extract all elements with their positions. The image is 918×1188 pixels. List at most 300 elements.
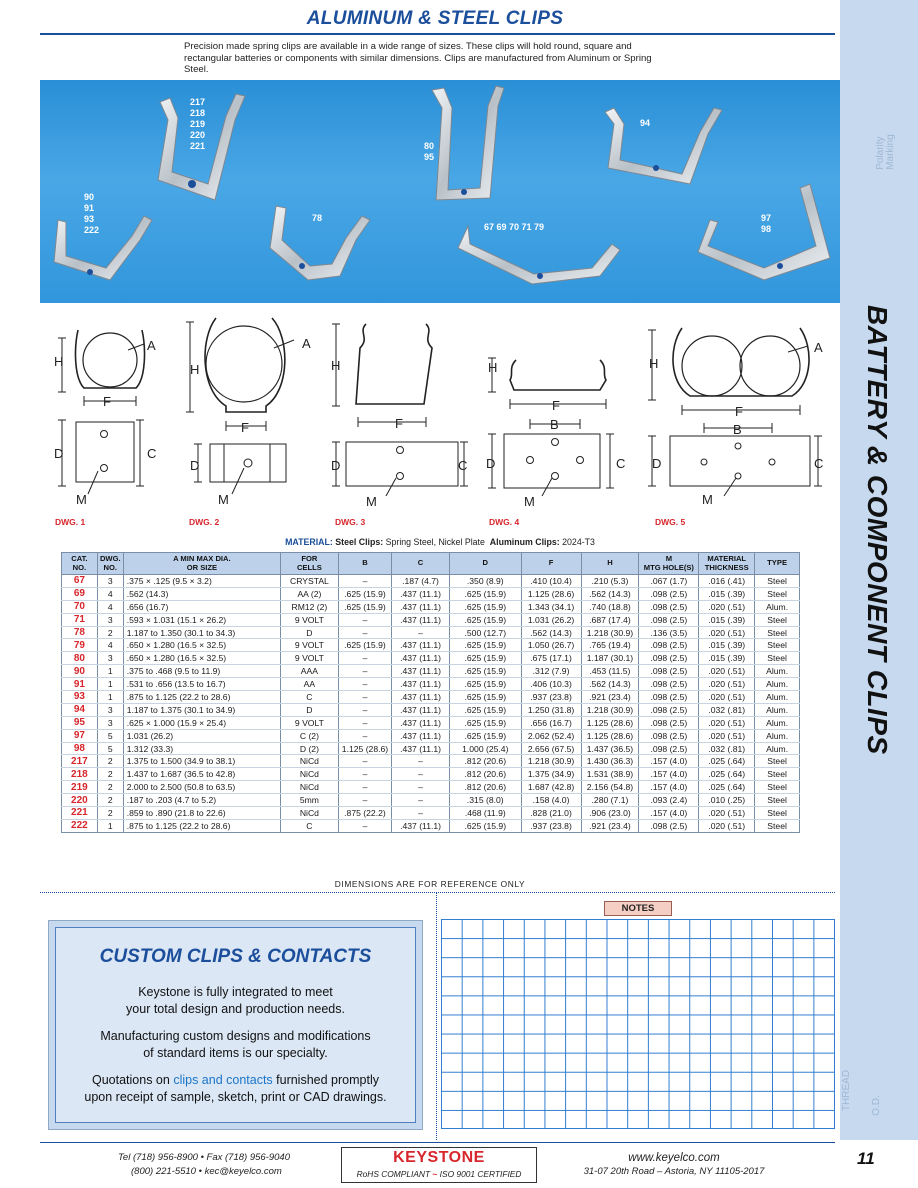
cell-c: .437 (11.1)	[392, 729, 450, 742]
cell-type: Alum.	[755, 703, 800, 716]
cell-dwg: 2	[97, 794, 123, 807]
title-divider	[40, 33, 835, 35]
photo-label-78: 78	[312, 213, 323, 223]
cell-thick: .016 (.41)	[699, 575, 755, 588]
cell-cat: 217	[62, 755, 98, 768]
cell-a: 1.187 to 1.350 (30.1 to 34.3)	[123, 626, 280, 639]
cell-m: .157 (4.0)	[639, 781, 699, 794]
cell-d: .315 (8.0)	[449, 794, 521, 807]
cell-dwg: 5	[97, 742, 123, 755]
sidebar-title	[845, 305, 905, 895]
cell-a: .650 × 1.280 (16.5 × 32.5)	[123, 652, 280, 665]
cell-d: .625 (15.9)	[449, 691, 521, 704]
cell-a: .650 × 1.280 (16.5 × 32.5)	[123, 639, 280, 652]
cell-thick: .020 (.51)	[699, 600, 755, 613]
custom-clips-title: CUSTOM CLIPS & CONTACTS	[99, 946, 372, 967]
cell-c: .437 (11.1)	[392, 819, 450, 832]
cell-thick: .020 (.51)	[699, 678, 755, 691]
col-dwg: DWG. NO.	[97, 553, 123, 575]
cell-h: 1.125 (28.6)	[581, 729, 639, 742]
cell-c: .437 (11.1)	[392, 703, 450, 716]
cell-thick: .010 (.25)	[699, 794, 755, 807]
material-line	[40, 537, 840, 547]
cell-dwg: 3	[97, 716, 123, 729]
dwg5-label-b: B	[733, 422, 742, 437]
cell-h: .740 (18.8)	[581, 600, 639, 613]
cell-b: –	[338, 652, 391, 665]
cell-c: .437 (11.1)	[392, 691, 450, 704]
cell-d: .625 (15.9)	[449, 716, 521, 729]
cell-cells: C	[281, 691, 339, 704]
cell-type: Steel	[755, 768, 800, 781]
custom-p3	[56, 1072, 415, 1106]
cell-d: .625 (15.9)	[449, 652, 521, 665]
col-d: D	[449, 553, 521, 575]
cell-cells: C (2)	[281, 729, 339, 742]
dwg5-label-a: A	[814, 340, 823, 355]
footer-email[interactable]: (800) 221-5510 • kec@keyelco.com	[131, 1166, 282, 1177]
cell-f: .158 (4.0)	[521, 794, 581, 807]
cell-dwg: 1	[97, 678, 123, 691]
cell-f: 1.250 (31.8)	[521, 703, 581, 716]
cell-a: .875 to 1.125 (22.2 to 28.6)	[123, 691, 280, 704]
dwg5-label-h: H	[649, 356, 659, 371]
cell-b: –	[338, 575, 391, 588]
cell-b: –	[338, 626, 391, 639]
cell-cells: D	[281, 626, 339, 639]
spec-table	[61, 552, 800, 833]
sidebar-deco-polarity: Polarity Marking	[874, 134, 896, 170]
cell-dwg: 2	[97, 781, 123, 794]
cell-m: .098 (2.5)	[639, 678, 699, 691]
cell-b: –	[338, 678, 391, 691]
cell-type: Alum.	[755, 678, 800, 691]
footer-website[interactable]: www.keyelco.com	[628, 1152, 720, 1164]
cell-c: –	[392, 626, 450, 639]
custom-p1-line1: Keystone is fully integrated to meet	[138, 985, 333, 999]
sidebar-deco-od: O.D.	[870, 1095, 882, 1116]
cell-dwg: 2	[97, 755, 123, 768]
dwg-caption-4: DWG. 4	[489, 517, 520, 527]
sidebar-title-text: BATTERY & COMPONENT CLIPS	[862, 305, 893, 755]
cell-b: –	[338, 729, 391, 742]
drawing-2	[186, 318, 294, 494]
cell-cells: CRYSTAL	[281, 575, 339, 588]
dwg1-label-m: M	[76, 492, 87, 507]
table-row	[62, 678, 800, 691]
product-photo	[40, 80, 840, 303]
table-row	[62, 755, 800, 768]
table-row	[62, 575, 800, 588]
col-cat: CAT. NO.	[62, 553, 98, 575]
dwg5-label-f: F	[735, 404, 743, 419]
cell-f: .562 (14.3)	[521, 626, 581, 639]
cell-d: .625 (15.9)	[449, 613, 521, 626]
cell-cells: NiCd	[281, 781, 339, 794]
dwg3-label-h: H	[331, 358, 341, 373]
cell-a: 1.312 (33.3)	[123, 742, 280, 755]
cell-cells: 9 VOLT	[281, 639, 339, 652]
cell-cat: 67	[62, 575, 98, 588]
table-row	[62, 626, 800, 639]
technical-drawings	[40, 308, 840, 530]
dwg2-label-d: D	[190, 458, 200, 473]
cell-f: .656 (16.7)	[521, 716, 581, 729]
dwg4-label-c: C	[616, 456, 626, 471]
cell-dwg: 2	[97, 807, 123, 820]
cell-cells: NiCd	[281, 768, 339, 781]
cell-a: .859 to .890 (21.8 to 22.6)	[123, 807, 280, 820]
cell-thick: .015 (.39)	[699, 613, 755, 626]
dwg2-label-h: H	[190, 362, 200, 377]
photo-label-67: 67 69 70 71 79	[484, 222, 545, 232]
dwg5-label-m: M	[702, 492, 713, 507]
cell-cat: 71	[62, 613, 98, 626]
cell-b: –	[338, 691, 391, 704]
cell-h: 1.437 (36.5)	[581, 742, 639, 755]
cell-b: .875 (22.2)	[338, 807, 391, 820]
cell-cells: 9 VOLT	[281, 652, 339, 665]
custom-p3-line2: upon receipt of sample, sketch, print or CAD drawings.	[84, 1090, 387, 1104]
cell-d: .625 (15.9)	[449, 587, 521, 600]
cell-cells: 9 VOLT	[281, 613, 339, 626]
cell-d: .500 (12.7)	[449, 626, 521, 639]
cell-h: .687 (17.4)	[581, 613, 639, 626]
cell-a: 1.187 to 1.375 (30.1 to 34.9)	[123, 703, 280, 716]
table-row	[62, 729, 800, 742]
cell-c: .187 (4.7)	[392, 575, 450, 588]
cell-d: .625 (15.9)	[449, 678, 521, 691]
cell-a: .875 to 1.125 (22.2 to 28.6)	[123, 819, 280, 832]
cell-dwg: 4	[97, 587, 123, 600]
cell-type: Steel	[755, 652, 800, 665]
cell-a: 1.437 to 1.687 (36.5 to 42.8)	[123, 768, 280, 781]
cell-cells: D	[281, 703, 339, 716]
dwg1-label-h: H	[54, 354, 64, 369]
cell-a: .375 to .468 (9.5 to 11.9)	[123, 665, 280, 678]
cell-m: .157 (4.0)	[639, 768, 699, 781]
cell-a: 1.375 to 1.500 (34.9 to 38.1)	[123, 755, 280, 768]
table-row	[62, 819, 800, 832]
custom-clips-panel	[55, 927, 416, 1123]
cell-c: .437 (11.1)	[392, 652, 450, 665]
footer-tel: Tel (718) 956-8900 • Fax (718) 956-9040	[118, 1152, 290, 1163]
cell-b: –	[338, 755, 391, 768]
cell-cat: 97	[62, 729, 98, 742]
cell-a: .593 × 1.031 (15.1 × 26.2)	[123, 613, 280, 626]
cell-b: .625 (15.9)	[338, 587, 391, 600]
section-divider	[40, 892, 835, 893]
dwg1-label-a: A	[147, 338, 156, 353]
custom-p3-post: furnished promptly	[272, 1073, 379, 1087]
alum-label: Aluminum Clips:	[489, 537, 560, 547]
cell-type: Alum.	[755, 665, 800, 678]
cell-f: 1.218 (30.9)	[521, 755, 581, 768]
cell-f: .406 (10.3)	[521, 678, 581, 691]
cell-type: Alum.	[755, 729, 800, 742]
cell-dwg: 4	[97, 600, 123, 613]
cell-type: Steel	[755, 781, 800, 794]
cell-cells: C	[281, 819, 339, 832]
cell-m: .098 (2.5)	[639, 665, 699, 678]
photo-label-97: 97 98	[761, 213, 772, 234]
cell-b: .625 (15.9)	[338, 639, 391, 652]
cell-h: 2.156 (54.8)	[581, 781, 639, 794]
cell-thick: .020 (.51)	[699, 665, 755, 678]
cell-f: 1.031 (26.2)	[521, 613, 581, 626]
notes-grid	[441, 919, 835, 1129]
col-type: TYPE	[755, 553, 800, 575]
table-row	[62, 807, 800, 820]
clip-photos	[40, 80, 840, 303]
cell-type: Steel	[755, 587, 800, 600]
table-row	[62, 742, 800, 755]
dwg3-label-c: C	[458, 458, 468, 473]
iso-text: ISO 9001 CERTIFIED	[439, 1169, 522, 1179]
cell-m: .098 (2.5)	[639, 716, 699, 729]
cell-h: .765 (19.4)	[581, 639, 639, 652]
cell-f: .937 (23.8)	[521, 691, 581, 704]
cell-c: –	[392, 768, 450, 781]
cell-c: .437 (11.1)	[392, 678, 450, 691]
cell-cells: 9 VOLT	[281, 716, 339, 729]
dwg-caption-3: DWG. 3	[335, 517, 366, 527]
col-m: M MTG HOLE(S)	[639, 553, 699, 575]
cell-cat: 98	[62, 742, 98, 755]
dwg4-label-h: H	[488, 360, 498, 375]
cell-cat: 90	[62, 665, 98, 678]
table-row	[62, 691, 800, 704]
cell-type: Steel	[755, 755, 800, 768]
cell-d: .350 (8.9)	[449, 575, 521, 588]
cell-a: .375 × .125 (9.5 × 3.2)	[123, 575, 280, 588]
cell-thick: .025 (.64)	[699, 781, 755, 794]
cell-h: 1.187 (30.1)	[581, 652, 639, 665]
cell-h: 1.218 (30.9)	[581, 703, 639, 716]
cell-h: 1.218 (30.9)	[581, 626, 639, 639]
cell-type: Steel	[755, 626, 800, 639]
cell-m: .136 (3.5)	[639, 626, 699, 639]
dwg2-label-m: M	[218, 492, 229, 507]
cell-m: .098 (2.5)	[639, 703, 699, 716]
cell-cells: 5mm	[281, 794, 339, 807]
cell-thick: .015 (.39)	[699, 639, 755, 652]
dwg4-label-m: M	[524, 494, 535, 509]
col-thick: MATERIAL THICKNESS	[699, 553, 755, 575]
cell-thick: .015 (.39)	[699, 587, 755, 600]
clip-photo-90	[54, 216, 152, 280]
cell-d: .812 (20.6)	[449, 768, 521, 781]
column-divider	[436, 893, 437, 1140]
cell-c: –	[392, 755, 450, 768]
footer-address: 31-07 20th Road – Astoria, NY 11105-2017	[583, 1166, 765, 1177]
table-row	[62, 703, 800, 716]
cell-d: .812 (20.6)	[449, 755, 521, 768]
table-row	[62, 794, 800, 807]
cell-m: .098 (2.5)	[639, 652, 699, 665]
cell-m: .098 (2.5)	[639, 613, 699, 626]
cell-f: 1.343 (34.1)	[521, 600, 581, 613]
cell-cat: 79	[62, 639, 98, 652]
footer-divider	[40, 1142, 835, 1143]
col-a: A MIN MAX DIA. OR SIZE	[123, 553, 280, 575]
photo-label-94: 94	[640, 118, 651, 128]
cell-type: Steel	[755, 575, 800, 588]
cell-d: .625 (15.9)	[449, 600, 521, 613]
col-b: B	[338, 553, 391, 575]
cell-h: .921 (23.4)	[581, 819, 639, 832]
dwg3-label-f: F	[395, 416, 403, 431]
cell-a: .187 to .203 (4.7 to 5.2)	[123, 794, 280, 807]
cell-cat: 91	[62, 678, 98, 691]
table-row	[62, 613, 800, 626]
cell-h: .562 (14.3)	[581, 678, 639, 691]
cell-d: 1.000 (25.4)	[449, 742, 521, 755]
cell-thick: .020 (.51)	[699, 807, 755, 820]
dwg1-label-f: F	[103, 394, 111, 409]
cell-h: .453 (11.5)	[581, 665, 639, 678]
table-row	[62, 665, 800, 678]
cell-m: .098 (2.5)	[639, 587, 699, 600]
keystone-logo-box	[341, 1147, 537, 1183]
cell-cells: D (2)	[281, 742, 339, 755]
cell-c: –	[392, 781, 450, 794]
dwg4-label-d: D	[486, 456, 496, 471]
footer-address-block	[566, 1151, 782, 1179]
cell-h: 1.125 (28.6)	[581, 716, 639, 729]
dwg3-label-d: D	[331, 458, 341, 473]
custom-p3-pre: Quotations on	[92, 1073, 174, 1087]
cell-cat: 80	[62, 652, 98, 665]
footer-contact	[118, 1151, 290, 1179]
cell-cat: 93	[62, 691, 98, 704]
cell-cat: 218	[62, 768, 98, 781]
photo-label-217: 217 218 219 220 221	[190, 97, 206, 151]
cell-type: Steel	[755, 807, 800, 820]
cell-b: –	[338, 819, 391, 832]
cell-cat: 220	[62, 794, 98, 807]
cell-b: –	[338, 703, 391, 716]
cell-c: –	[392, 794, 450, 807]
dwg-caption-1: DWG. 1	[55, 517, 86, 527]
cell-c: .437 (11.1)	[392, 600, 450, 613]
cell-a: .656 (16.7)	[123, 600, 280, 613]
cell-c: .437 (11.1)	[392, 716, 450, 729]
table-row	[62, 652, 800, 665]
cell-dwg: 5	[97, 729, 123, 742]
clips-contacts-link[interactable]: clips and contacts	[173, 1073, 273, 1087]
dwg1-label-d: D	[54, 446, 64, 461]
intro-text: Precision made spring clips are available in a wide range of sizes. These clips will hold round, square and rectangular batteries or components with similar dimensions. Clips are manufactured from Aluminum or Spring Steel.	[184, 41, 652, 76]
cell-cat: 221	[62, 807, 98, 820]
drawing-3	[332, 324, 468, 496]
cell-m: .098 (2.5)	[639, 819, 699, 832]
dwg2-label-f: F	[241, 420, 249, 435]
cell-h: .921 (23.4)	[581, 691, 639, 704]
cell-a: 1.031 (26.2)	[123, 729, 280, 742]
steel-label: Steel Clips:	[335, 537, 384, 547]
cell-type: Steel	[755, 613, 800, 626]
table-row	[62, 600, 800, 613]
rohs-text: RoHS COMPLIANT	[356, 1169, 431, 1179]
dwg-caption-2: DWG. 2	[189, 517, 220, 527]
cell-f: 1.050 (26.7)	[521, 639, 581, 652]
keystone-logo: KEYSTONE	[393, 1149, 485, 1166]
steel-value: Spring Steel, Nickel Plate	[385, 537, 485, 547]
cell-h: .280 (7.1)	[581, 794, 639, 807]
cell-dwg: 3	[97, 652, 123, 665]
cell-b: –	[338, 781, 391, 794]
cell-cat: 219	[62, 781, 98, 794]
cell-thick: .032 (.81)	[699, 703, 755, 716]
cell-h: .562 (14.3)	[581, 587, 639, 600]
cell-c: .437 (11.1)	[392, 665, 450, 678]
cell-type: Steel	[755, 819, 800, 832]
cell-thick: .020 (.51)	[699, 626, 755, 639]
cell-thick: .025 (.64)	[699, 755, 755, 768]
custom-p1	[56, 984, 415, 1018]
cell-dwg: 4	[97, 639, 123, 652]
cell-h: .906 (23.0)	[581, 807, 639, 820]
cell-cat: 94	[62, 703, 98, 716]
cell-cells: NiCd	[281, 807, 339, 820]
cell-f: .410 (10.4)	[521, 575, 581, 588]
cell-c: .437 (11.1)	[392, 613, 450, 626]
cell-f: 2.062 (52.4)	[521, 729, 581, 742]
dwg4-label-b: B	[550, 417, 559, 432]
page-title: ALUMINUM & STEEL CLIPS	[306, 8, 564, 29]
cell-thick: .025 (.64)	[699, 768, 755, 781]
dwg4-label-f: F	[552, 398, 560, 413]
clip-photo-94	[605, 108, 722, 184]
cell-b: –	[338, 613, 391, 626]
notes-label: NOTES	[604, 901, 672, 916]
cell-type: Alum.	[755, 716, 800, 729]
cell-dwg: 3	[97, 575, 123, 588]
photo-label-80: 80 95	[424, 141, 435, 162]
table-header-row	[62, 553, 800, 575]
cell-type: Alum.	[755, 742, 800, 755]
cell-type: Alum.	[755, 600, 800, 613]
cell-f: 2.656 (67.5)	[521, 742, 581, 755]
cell-d: .468 (11.9)	[449, 807, 521, 820]
dwg1-label-c: C	[147, 446, 157, 461]
custom-p2	[56, 1028, 415, 1062]
custom-p2-line1: Manufacturing custom designs and modifications	[100, 1029, 371, 1043]
cell-cells: RM12 (2)	[281, 600, 339, 613]
table-row	[62, 587, 800, 600]
cell-a: .625 × 1.000 (15.9 × 25.4)	[123, 716, 280, 729]
table-row	[62, 716, 800, 729]
cell-f: .675 (17.1)	[521, 652, 581, 665]
table-row	[62, 781, 800, 794]
cell-m: .098 (2.5)	[639, 742, 699, 755]
cell-cat: 69	[62, 587, 98, 600]
cell-m: .098 (2.5)	[639, 639, 699, 652]
cell-type: Alum.	[755, 691, 800, 704]
clip-photo-80	[432, 86, 504, 200]
cell-m: .098 (2.5)	[639, 600, 699, 613]
page-number: 11	[857, 1149, 875, 1168]
cell-type: Steel	[755, 639, 800, 652]
cell-cells: AA	[281, 678, 339, 691]
cell-b: –	[338, 794, 391, 807]
cell-f: 1.687 (42.8)	[521, 781, 581, 794]
table-row	[62, 639, 800, 652]
alum-value: 2024-T3	[562, 537, 595, 547]
cell-b: 1.125 (28.6)	[338, 742, 391, 755]
cell-b: .625 (15.9)	[338, 600, 391, 613]
